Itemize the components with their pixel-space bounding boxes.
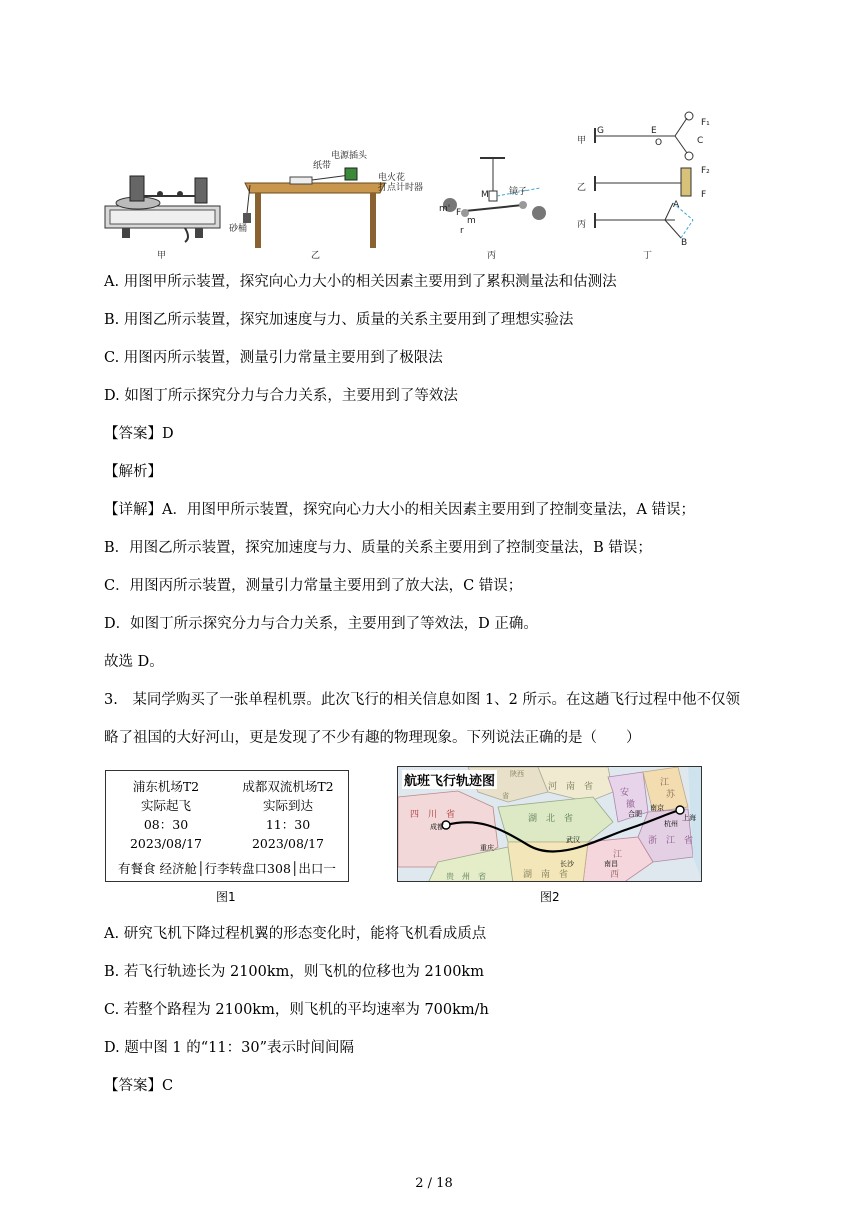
province-sichuan: 四 川 省 <box>410 810 456 820</box>
province-jiangsu-2: 苏 <box>666 790 676 800</box>
q3-option-c: C. 若整个路程为 2100km，则飞机的平均速率为 700km/h <box>104 1002 489 1018</box>
annot-mirror: 镜子 <box>509 187 528 197</box>
province-hubei: 湖 北 省 <box>528 814 574 824</box>
city-nanchang: 南昌 <box>604 860 618 868</box>
annot-m-left: m <box>467 216 476 226</box>
map-title: 航班飞行轨迹图 <box>402 770 497 789</box>
city-hefei: 合肥 <box>628 810 642 818</box>
annot-F: F <box>456 208 462 218</box>
annot-spark: 电火花 <box>378 173 406 183</box>
q2-detail-a: 【详解】A．用图甲所示装置，探究向心力大小的相关因素主要用到了控制变量法，A 错误； <box>104 502 696 518</box>
ding-letter-O: O <box>655 138 663 148</box>
city-changsha: 长沙 <box>560 860 574 868</box>
figure-bing-cavendish-apparatus <box>435 153 555 243</box>
city-wuhan: 武汉 <box>566 836 580 844</box>
figure-yi-acceleration-apparatus <box>235 163 395 253</box>
province-zhejiang: 浙 江 省 <box>648 836 694 846</box>
ding-letter-F2: F₂ <box>701 166 710 176</box>
figure-label-ding: 丁 <box>643 251 653 261</box>
departure-time: 08：30 <box>143 817 189 832</box>
flight-track-map <box>397 766 702 882</box>
annot-sand-bucket: 砂桶 <box>229 224 248 234</box>
province-shaanxi: 陕西 <box>510 770 524 778</box>
province-shaanxi-suffix: 省 <box>502 792 509 800</box>
ding-letter-B: B <box>681 238 688 248</box>
city-nanjing: 南京 <box>650 804 664 812</box>
province-jiangxi-2: 西 <box>610 870 620 880</box>
arrival-status: 实际到达 <box>262 798 313 813</box>
arrival-date: 2023/08/17 <box>251 836 325 851</box>
q2-answer: 【答案】D <box>104 426 174 442</box>
q3-stem-line1: 3. 某同学购买了一张单程机票。此次飞行的相关信息如图 1、2 所示。在这趟飞行过程中他不仅领 <box>104 692 740 708</box>
province-anhui-2: 徽 <box>626 800 636 810</box>
q3-answer: 【答案】C <box>104 1078 174 1094</box>
departure-column <box>106 777 226 853</box>
ding-letter-F1: F₁ <box>701 118 710 128</box>
q3-option-b: B. 若飞行轨迹长为 2100km，则飞机的位移也为 2100km <box>104 964 484 980</box>
arrival-airport: 成都双流机场T2 <box>242 779 334 794</box>
annot-m-prime-left: m' <box>439 204 451 214</box>
q2-option-a: A. 用图甲所示装置，探究向心力大小的相关因素主要用到了累积测量法和估测法 <box>104 274 617 290</box>
annot-M: M <box>481 190 489 200</box>
province-jiangsu-1: 江 <box>660 778 670 788</box>
q3-option-d: D. 题中图 1 的“11：30”表示时间间隔 <box>104 1040 354 1056</box>
annot-r: r <box>460 226 464 236</box>
city-chengdu: 成都 <box>430 823 444 831</box>
figures-row <box>95 108 735 261</box>
city-shanghai: 上海 <box>682 814 696 822</box>
province-guizhou: 贵 州 省 <box>446 872 486 881</box>
arrival-time: 11：30 <box>265 817 311 832</box>
arrival-column <box>228 777 348 853</box>
province-hunan: 湖 南 省 <box>523 870 569 880</box>
annot-power-plug: 电源插头 <box>331 151 368 161</box>
figure-label-yi: 乙 <box>311 251 321 261</box>
fig1-caption: 图1 <box>216 890 236 904</box>
q3-stem-line2: 略了祖国的大好河山，更是发现了不少有趣的物理现象。下列说法正确的是（ ） <box>104 730 641 746</box>
q2-detail-d: D．如图丁所示探究分力与合力关系，主要用到了等效法，D 正确。 <box>104 616 538 632</box>
ding-row-yi: 乙 <box>577 183 587 193</box>
q3-option-a: A. 研究飞机下降过程机翼的形态变化时，能将飞机看成质点 <box>104 926 487 942</box>
figure-jia-centripetal-apparatus <box>100 168 225 248</box>
flight-ticket-figure <box>105 770 349 882</box>
q2-choose: 故选 D。 <box>104 654 164 670</box>
q2-option-c: C. 用图丙所示装置，测量引力常量主要用到了极限法 <box>104 350 443 366</box>
departure-status: 实际起飞 <box>140 798 191 813</box>
ding-letter-G: G <box>597 126 604 136</box>
figure-ding-force-composition <box>585 108 715 246</box>
q2-option-d: D. 如图丁所示探究分力与合力关系，主要用到了等效法 <box>104 388 458 404</box>
ding-letter-E: E <box>651 126 657 136</box>
city-chongqing: 重庆 <box>480 844 494 852</box>
q2-analysis-title: 【解析】 <box>104 464 162 480</box>
ticket-bottom-row: 有餐食 经济舱│行李转盘口308│出口一 <box>118 861 336 876</box>
departure-airport: 浦东机场T2 <box>132 779 200 794</box>
page-number: 2 / 18 <box>415 1176 453 1191</box>
province-jiangxi-1: 江 <box>613 850 623 860</box>
figure-label-bing: 丙 <box>487 251 497 261</box>
annot-timer: 打点计时器 <box>378 183 424 193</box>
fig2-caption: 图2 <box>540 890 560 904</box>
ding-letter-A: A <box>673 200 680 210</box>
q2-option-b: B. 用图乙所示装置，探究加速度与力、质量的关系主要用到了理想实验法 <box>104 312 574 328</box>
ding-row-jia: 甲 <box>577 136 587 146</box>
annot-paper-tape: 纸带 <box>313 161 332 171</box>
city-hangzhou: 杭州 <box>664 820 678 828</box>
q2-detail-b: B．用图乙所示装置，探究加速度与力、质量的关系主要用到了控制变量法，B 错误； <box>104 540 652 556</box>
province-anhui-1: 安 <box>620 788 630 798</box>
departure-date: 2023/08/17 <box>129 836 203 851</box>
ding-row-bing: 丙 <box>577 220 587 230</box>
ding-letter-F: F <box>701 190 707 200</box>
figure-label-jia: 甲 <box>157 251 167 261</box>
ding-letter-C: C <box>697 136 704 146</box>
q2-detail-c: C．用图丙所示装置，测量引力常量主要用到了放大法，C 错误； <box>104 578 523 594</box>
province-henan: 河 南 省 <box>548 782 594 792</box>
